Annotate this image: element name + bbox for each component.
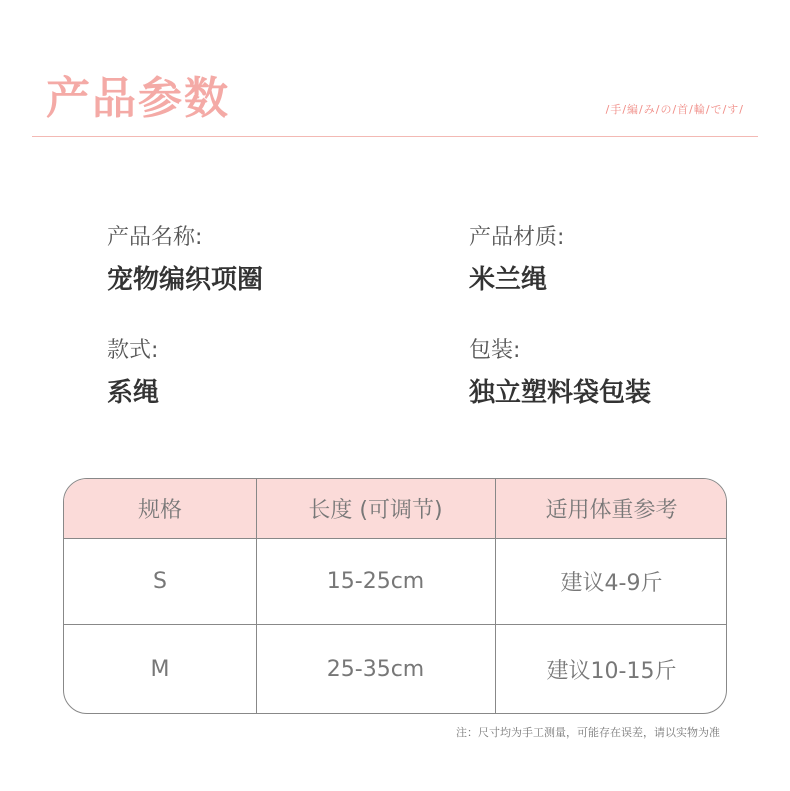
measurement-note: 注：尺寸均为手工测量，可能存在误差，请以实物为准	[456, 726, 720, 739]
page-title: 产品参数	[46, 73, 230, 124]
product-name-label: 产品名称:	[107, 225, 203, 250]
packaging-label: 包装:	[469, 338, 521, 363]
table-cell-size: M	[150, 656, 170, 682]
table-cell-length: 15-25cm	[326, 569, 425, 594]
product-name-value: 宠物编织项圈	[107, 265, 264, 295]
table-header-weight: 适用体重参考	[545, 498, 678, 523]
table-cell-weight: 建议10-15斤	[546, 658, 677, 684]
table-cell-length: 25-35cm	[326, 656, 425, 682]
style-value: 系绳	[107, 378, 160, 408]
table-header-size: 规格	[137, 498, 182, 523]
packaging-value: 独立塑料袋包装	[469, 378, 652, 408]
size-table	[63, 478, 727, 714]
style-label: 款式:	[107, 338, 159, 363]
table-header-length: 长度 (可调节)	[308, 498, 443, 523]
product-material-value: 米兰绳	[469, 265, 548, 295]
product-material-label: 产品材质:	[469, 225, 565, 250]
table-cell-weight: 建议4-9斤	[560, 571, 663, 596]
header-tagline: /手/編/み/の/首/輪/で/す/	[605, 103, 744, 116]
table-cell-size: S	[153, 569, 167, 594]
header-divider	[32, 136, 758, 137]
